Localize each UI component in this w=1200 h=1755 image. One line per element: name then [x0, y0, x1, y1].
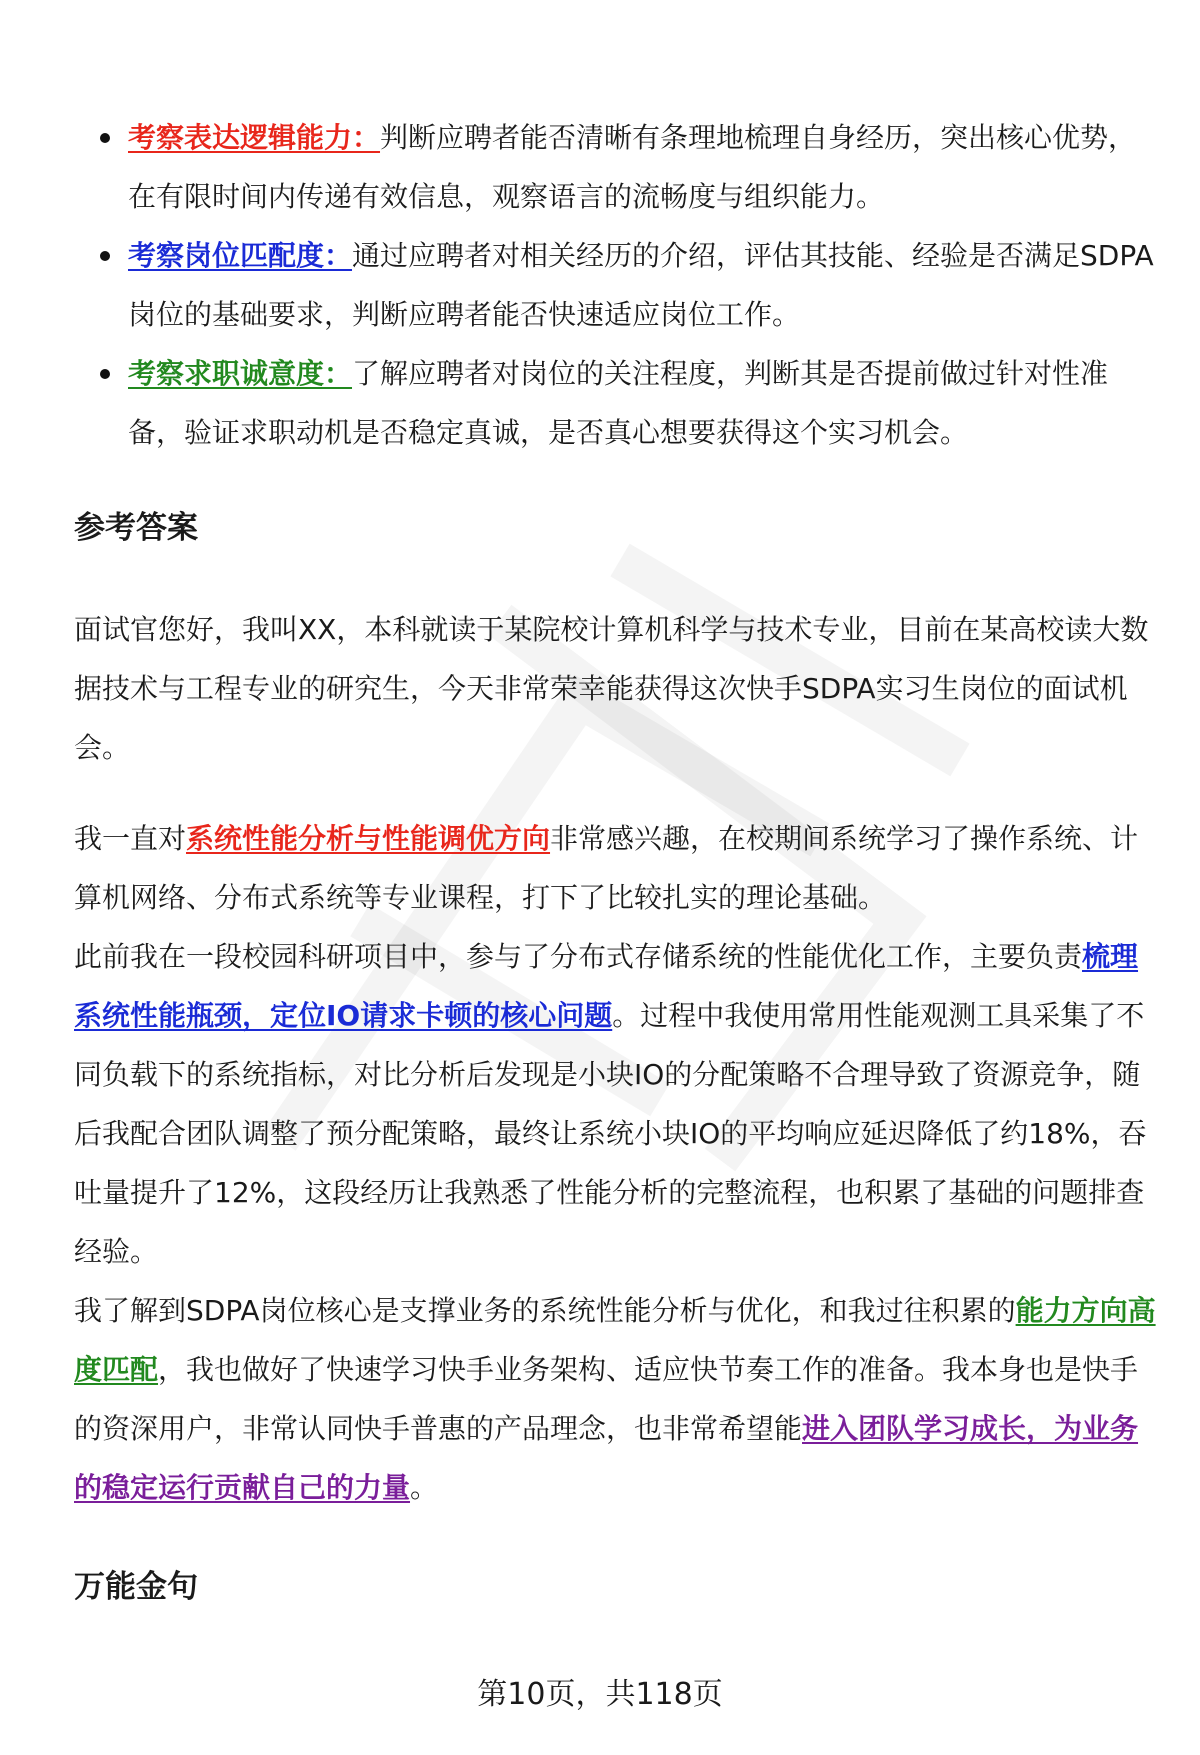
highlight-team-growth: 进入团队学习成长，为业务的稳定运行贡献自己的力量 — [74, 1412, 1139, 1504]
point-text: 了解应聘者对岗位的关注程度，判断其是否提前做过针对性准备，验证求职动机是否稳定真诚，是否真心想要获得这个实习机会。 — [128, 357, 1109, 449]
text-segment: 。过程中我使用常用性能观测工具采集了不同负载下的系统指标，对比分析后发现是小块IO的分配策略不合理导致了资源竞争，随后我配合团队调整了预分配策略，最终让系统小块IO的平均响应延迟降低了约18%，吞吐量提升了12%，这段经历让我熟悉了性能分析的完整流程，也积累了基础的问题排查经验。 — [74, 999, 1147, 1268]
section-heading-golden-phrases: 万能金句 — [74, 1569, 198, 1605]
point-text: 通过应聘者对相关经历的介绍，评估其技能、经验是否满足SDPA岗位的基础要求，判断应聘者能否快速适应岗位工作。 — [128, 239, 1154, 331]
list-item — [74, 226, 1156, 344]
point-key: 考察表达逻辑能力： — [128, 121, 381, 154]
answer-paragraph-4 — [74, 1281, 1156, 1517]
highlight-bottleneck: 梳理系统性能瓶颈，定位IO请求卡顿的核心问题 — [74, 940, 1139, 1032]
evaluation-points — [74, 108, 1156, 462]
list-item — [74, 344, 1156, 462]
page-number: 第10页，共118页 — [477, 1677, 723, 1712]
section-heading-answer: 参考答案 — [74, 510, 198, 546]
point-text: 判断应聘者能否清晰有条理地梳理自身经历，突出核心优势，在有限时间内传递有效信息，观察语言的流畅度与组织能力。 — [128, 121, 1137, 213]
point-key: 考察岗位匹配度： — [128, 239, 353, 272]
point-key: 考察求职诚意度： — [128, 357, 353, 390]
bullet-dot — [100, 369, 110, 379]
text-segment: 。 — [410, 1471, 439, 1504]
answer-paragraph-3 — [74, 927, 1156, 1281]
highlight-ability-match: 能力方向高度匹配 — [74, 1294, 1156, 1386]
highlight-performance-direction: 系统性能分析与性能调优方向 — [186, 822, 551, 855]
text-segment: ，我也做好了快速学习快手业务架构、适应快节奏工作的准备。我本身也是快手的资深用户，非常认同快手普惠的产品理念，也非常希望能 — [74, 1353, 1139, 1445]
answer-paragraph-1: 面试官您好，我叫XX，本科就读于某院校计算机科学与技术专业，目前在某高校读大数据技术与工程专业的研究生，今天非常荣幸能获得这次快手SDPA实习生岗位的面试机会。 — [74, 613, 1149, 764]
page-content — [74, 108, 1156, 1609]
list-item — [74, 108, 1156, 226]
bullet-dot — [100, 133, 110, 143]
text-segment: 非常感兴趣，在校期间系统学习了操作系统、计算机网络、分布式系统等专业课程，打下了比较扎实的理论基础。 — [74, 822, 1139, 914]
text-segment: 此前我在一段校园科研项目中，参与了分布式存储系统的性能优化工作，主要负责 — [74, 940, 1083, 973]
text-segment: 我一直对 — [74, 822, 187, 855]
text-segment: 我了解到SDPA岗位核心是支撑业务的系统性能分析与优化，和我过往积累的 — [74, 1294, 1016, 1327]
bullet-dot — [100, 251, 110, 261]
answer-paragraph-2 — [74, 809, 1156, 927]
